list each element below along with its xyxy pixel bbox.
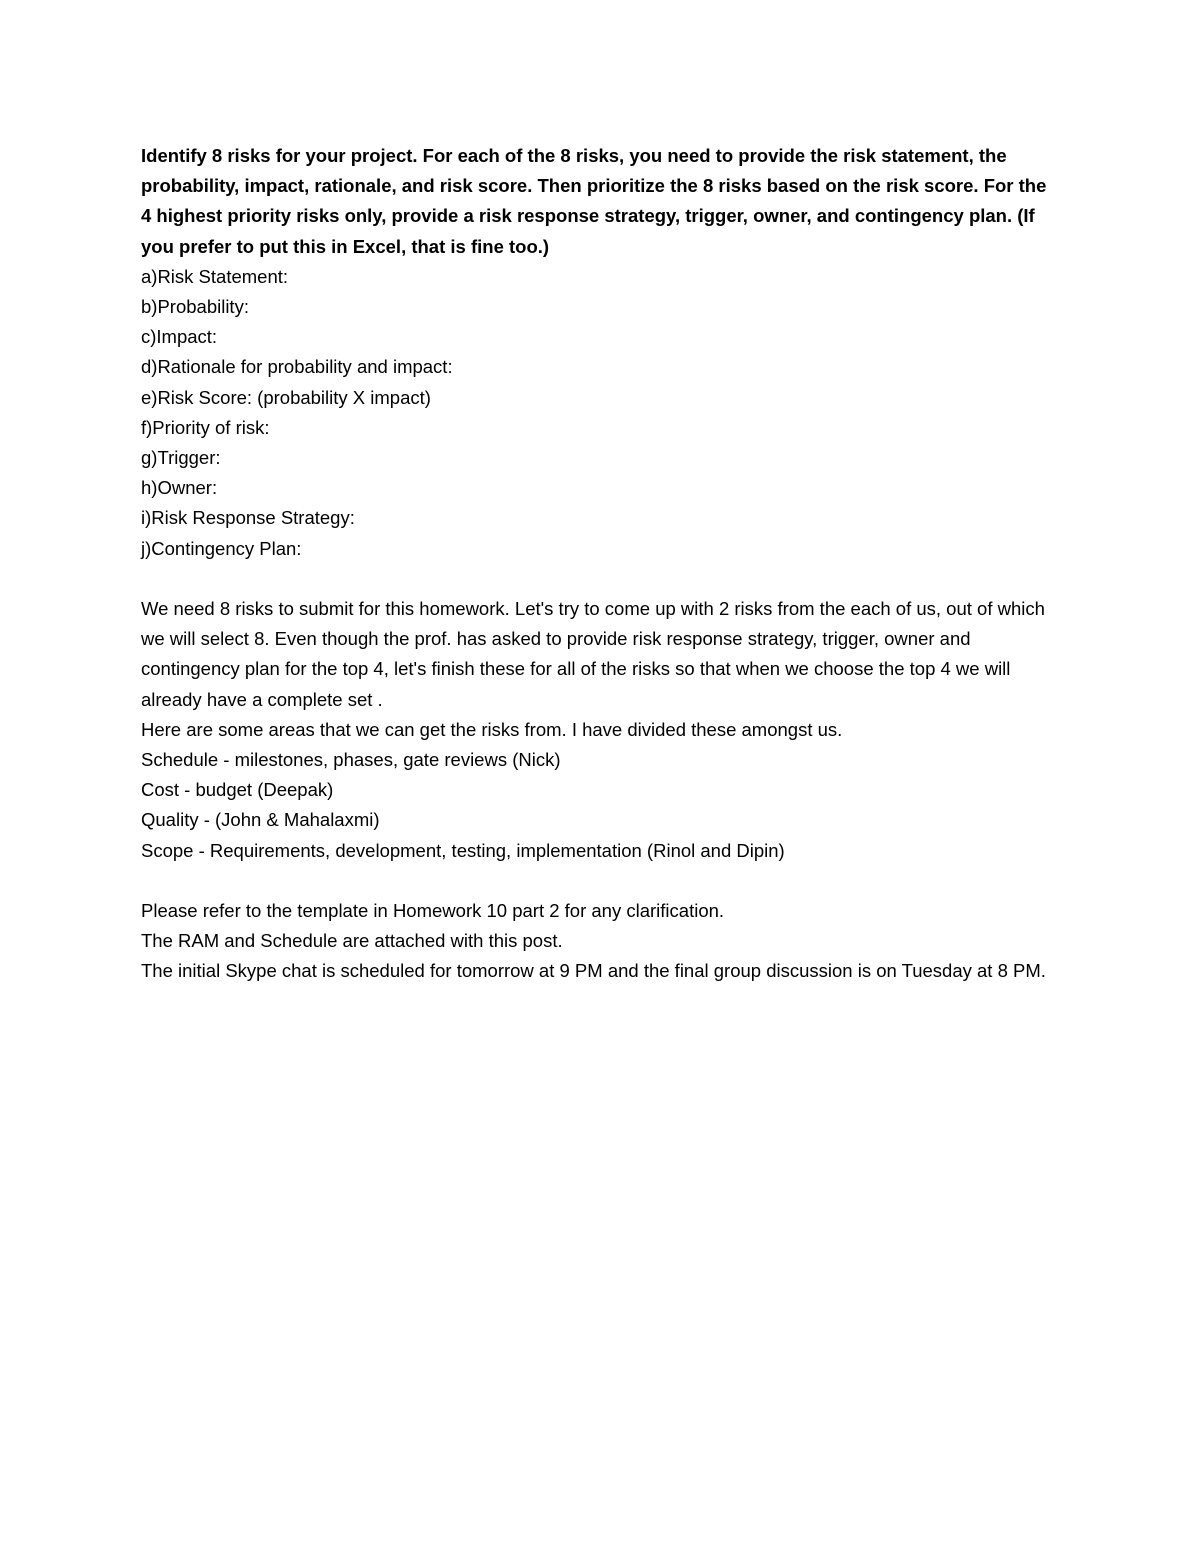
risk-area-list bbox=[141, 745, 1061, 866]
document-body bbox=[141, 141, 1061, 987]
field-risk-score: e)Risk Score: (probability X impact) bbox=[141, 386, 431, 408]
field-trigger: g)Trigger: bbox=[141, 447, 221, 469]
field-response-strategy: i)Risk Response Strategy: bbox=[141, 507, 355, 529]
area-quality: Quality - (John & Mahalaxmi) bbox=[141, 809, 380, 831]
field-rationale: d)Rationale for probability and impact: bbox=[141, 356, 453, 378]
areas-intro: Here are some areas that we can get the risks from. I have divided these amongst us. bbox=[141, 718, 843, 740]
field-risk-statement: a)Risk Statement: bbox=[141, 265, 289, 287]
field-owner: h)Owner: bbox=[141, 477, 218, 499]
closing-template-note: Please refer to the template in Homework 10 part 2 for any clarification. bbox=[141, 900, 725, 922]
field-probability: b)Probability: bbox=[141, 296, 249, 318]
field-priority: f)Priority of risk: bbox=[141, 416, 270, 438]
spacer bbox=[141, 866, 1061, 896]
area-scope: Scope - Requirements, development, testing, implementation (Rinol and Dipin) bbox=[141, 839, 785, 861]
assignment-instructions: Identify 8 risks for your project. For each of the 8 risks, you need to provide the risk statement, the probability, impact, rationale, and risk score. Then prioritize the 8 risks based on the risk score. For the 4 highest priority risks only, provide a risk response strategy, trigger, owner, and contingency plan. (If you prefer to put this in Excel, that is fine too.) bbox=[141, 145, 1047, 257]
closing-attachment-note: The RAM and Schedule are attached with this post. bbox=[141, 930, 563, 952]
area-schedule: Schedule - milestones, phases, gate reviews (Nick) bbox=[141, 749, 561, 771]
closing-meeting-note: The initial Skype chat is scheduled for tomorrow at 9 PM and the final group discussion is on Tuesday at 8 PM. bbox=[141, 960, 1046, 982]
field-contingency-plan: j)Contingency Plan: bbox=[141, 537, 302, 559]
risk-field-list bbox=[141, 262, 1061, 564]
spacer bbox=[141, 564, 1061, 594]
field-impact: c)Impact: bbox=[141, 326, 218, 348]
area-cost: Cost - budget (Deepak) bbox=[141, 779, 334, 801]
message-intro: We need 8 risks to submit for this homework. Let's try to come up with 2 risks from the each of us, out of which we will select 8. Even though the prof. has asked to provide risk response strategy, trigger, owner and contingency plan for the top 4, let's finish these for all of the risks so that when we choose the top 4 we will already have a complete set . bbox=[141, 598, 1045, 710]
